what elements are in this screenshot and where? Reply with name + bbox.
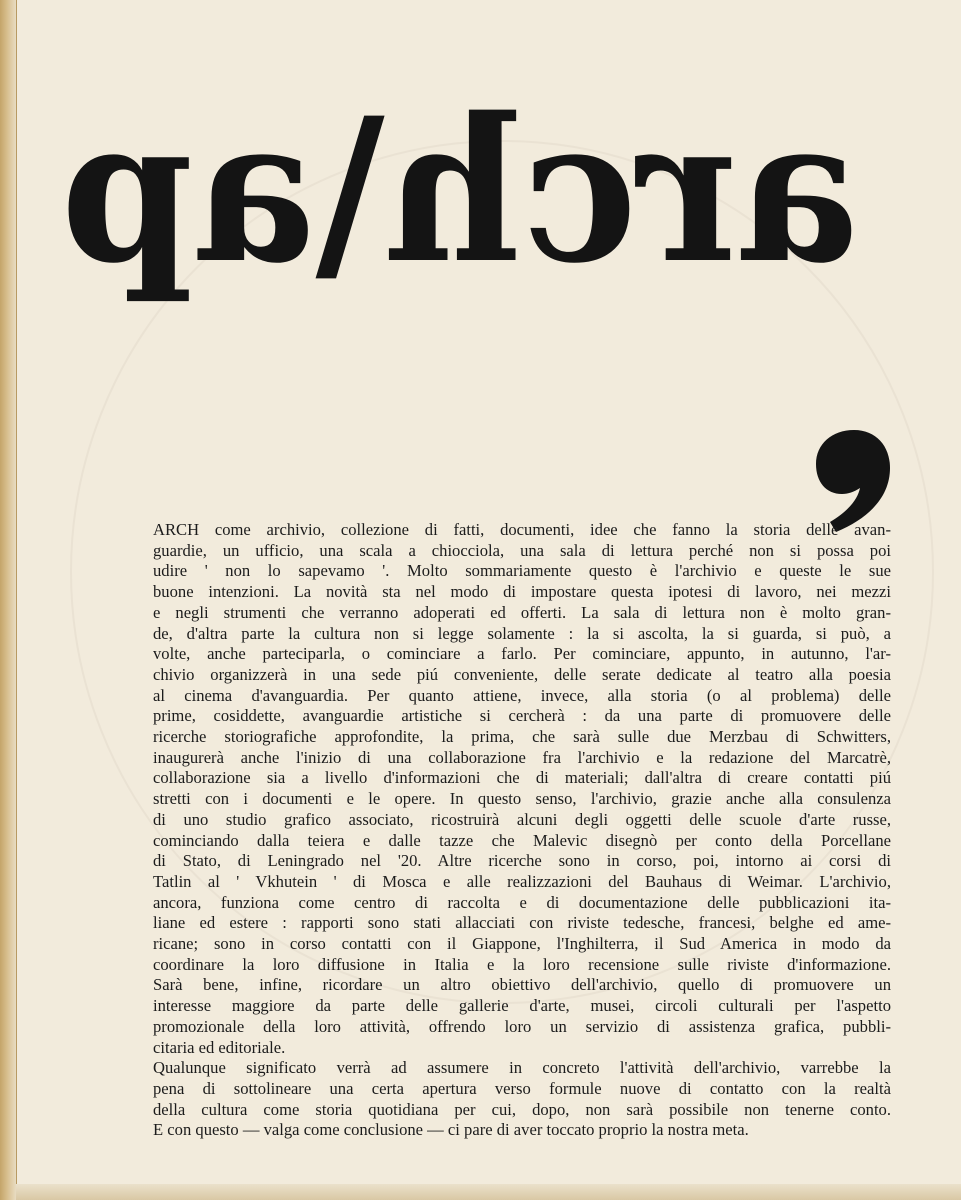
text-line: ricerche storiografiche approfondite, la prima, che sarà sulle due Merzbau di Schwitters, bbox=[153, 727, 891, 747]
masthead-wordmark: arch\ap bbox=[61, 74, 859, 307]
article-body bbox=[153, 520, 891, 1141]
text-line: e negli strumenti che verranno adoperati ed offerti. La sala di lettura non è molto gran- bbox=[153, 602, 891, 622]
text-line: pena di sottolineare una certa apertura verso formule nuove di contatto con la realtà bbox=[153, 1078, 891, 1098]
text-line: stretti con i documenti e le opere. In questo senso, l'archivio, grazie anche alla consulenza bbox=[153, 789, 891, 809]
page-bottom-edge bbox=[16, 1184, 961, 1200]
text-line: ancora, funziona come centro di raccolta e di documentazione delle pubblicazioni ita- bbox=[153, 892, 891, 912]
text-line: Sarà bene, infine, ricordare un altro obiettivo dell'archivio, quello di promuovere un bbox=[153, 975, 891, 995]
text-line: citaria ed editoriale. bbox=[153, 1037, 286, 1057]
text-line: ricane; sono in corso contatti con il Giappone, l'Inghilterra, il Sud America in modo da bbox=[153, 934, 891, 954]
text-line: al cinema d'avanguardia. Per quanto attiene, invece, alla storia (o al problema) delle bbox=[153, 685, 891, 705]
book-spine bbox=[0, 0, 17, 1200]
text-line: volte, anche parteciparla, o cominciare a farlo. Per cominciare, appunto, in autunno, l'ar- bbox=[153, 644, 891, 664]
text-line: di uno studio grafico associato, ricostruirà alcuni degli oggetti delle scuole d'arte russe, bbox=[153, 809, 891, 829]
text-line: udire ' non lo sapevamo '. Molto sommariamente questo è l'archivio e queste le sue bbox=[153, 561, 891, 581]
text-line: collaborazione sia a livello d'informazioni che di materiali; dall'altra di creare contatti piú bbox=[153, 768, 891, 788]
text-line: inaugurerà anche l'inizio di una collaborazione fra l'archivio e la redazione del Marcatrè, bbox=[153, 747, 891, 767]
text-line: E con questo — valga come conclusione — ci pare di aver toccato proprio la nostra meta. bbox=[153, 1120, 749, 1140]
text-line: ARCH come archivio, collezione di fatti, documenti, idee che fanno la storia delle avan- bbox=[153, 520, 891, 539]
article-paragraph-2 bbox=[153, 1058, 891, 1141]
text-line: promozionale della loro attività, offrendo loro un servizio di assistenza grafica, pubbli- bbox=[153, 1016, 891, 1036]
text-line: de, d'altra parte la cultura non si legge solamente : la si ascolta, la si guarda, si può, a bbox=[153, 623, 891, 643]
text-line: interesse maggiore da parte delle gallerie d'arte, musei, circoli culturali per l'aspetto bbox=[153, 996, 891, 1016]
text-line: di Stato, di Leningrado nel '20. Altre ricerche sono in corso, poi, intorno ai corsi di bbox=[153, 851, 891, 871]
text-line: Qualunque significato verrà ad assumere in concreto l'attività dell'archivio, varrebbe la bbox=[153, 1058, 891, 1078]
masthead-logo bbox=[55, 55, 865, 315]
text-line: coordinare la loro diffusione in Italia e la loro recensione sulle riviste d'informazione. bbox=[153, 954, 891, 974]
article-paragraph-1 bbox=[153, 520, 891, 1058]
text-line: prime, cosiddette, avanguardie artistiche si cercherà : da una parte di promuovere delle bbox=[153, 706, 891, 726]
text-line: chivio organizzerà in una sede piú conveniente, delle serate dedicate al teatro alla poesia bbox=[153, 664, 891, 684]
text-line: della cultura come storia quotidiana per cui, dopo, non sarà possibile non tenerne conto. bbox=[153, 1099, 891, 1119]
text-line: liane ed estere : rapporti sono stati allacciati con riviste tedesche, francesi, belghe ed ame- bbox=[153, 913, 891, 933]
text-line: guardie, un ufficio, una scala a chiocciola, una sala di lettura perché non si possa poi bbox=[153, 540, 891, 560]
text-line: Tatlin al ' Vkhutein ' di Mosca e alle realizzazioni del Bauhaus di Weimar. L'archivio, bbox=[153, 871, 891, 891]
text-line: buone intenzioni. La novità sta nel modo di impostare questa ipotesi di lavoro, nei mezzi bbox=[153, 582, 891, 602]
text-line: cominciando dalla teiera e dalle tazze che Malevic disegnò per conto della Porcellane bbox=[153, 830, 891, 850]
